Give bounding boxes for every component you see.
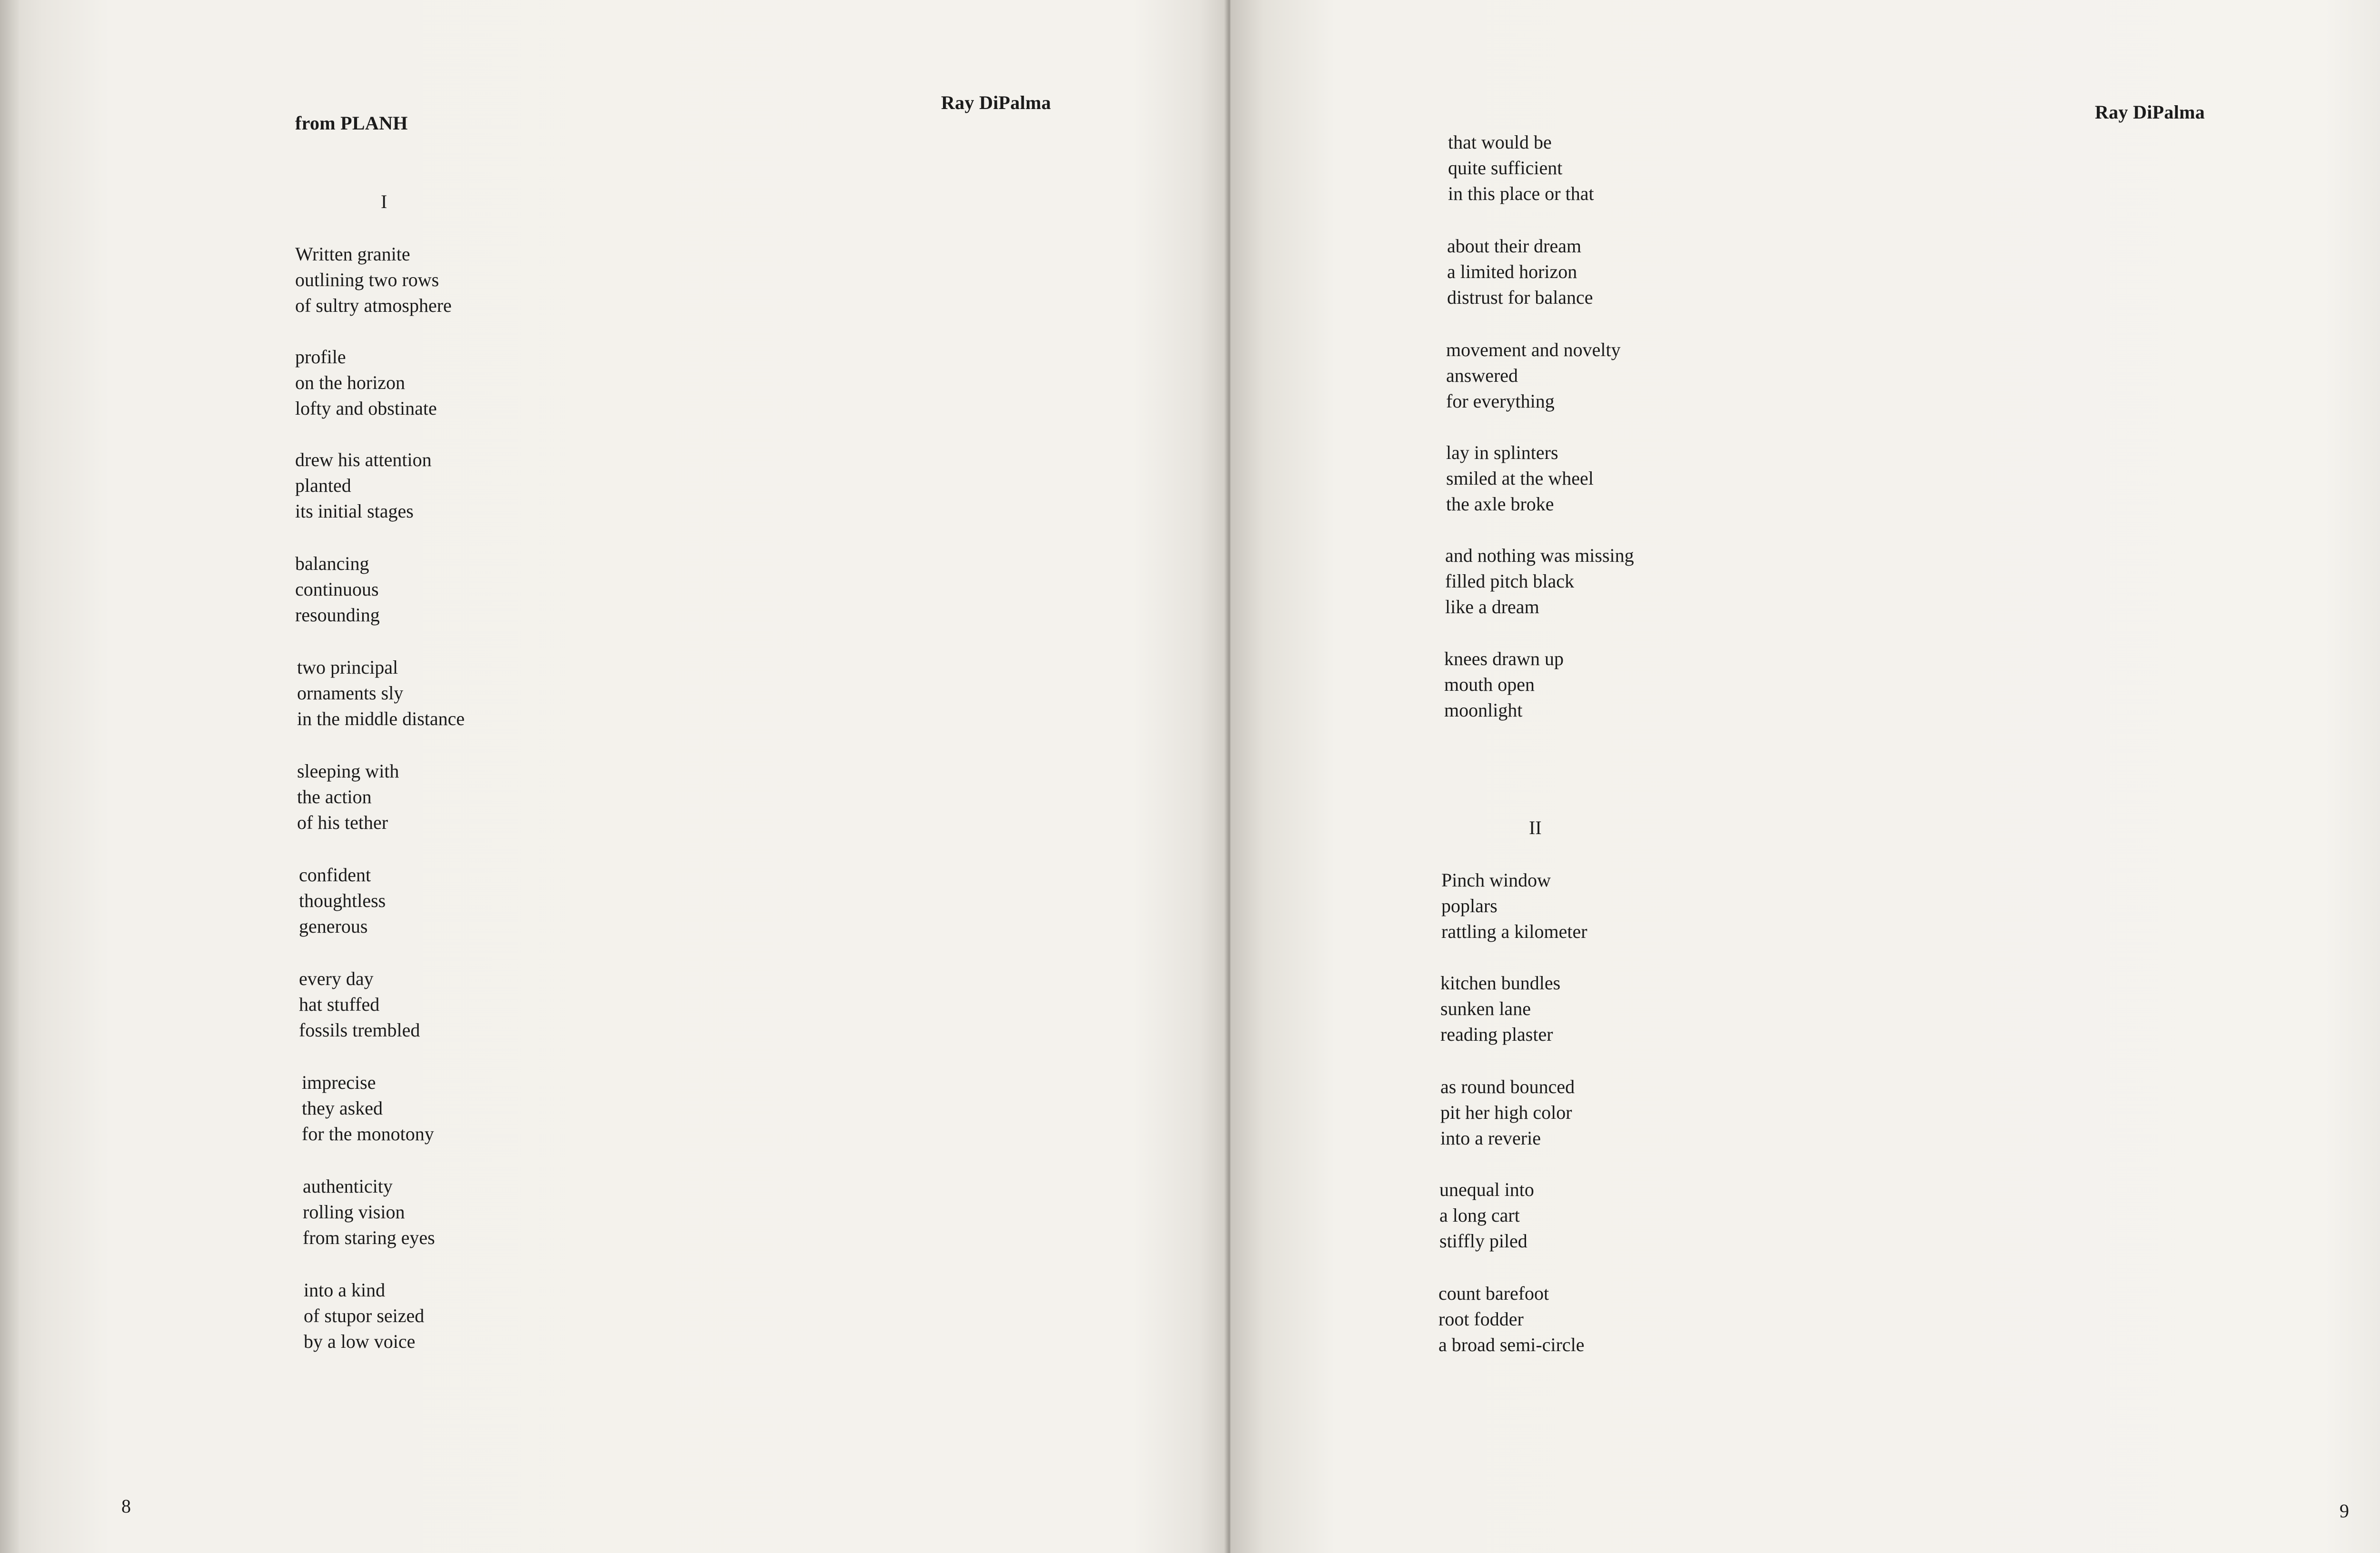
stanza: authenticity rolling vision from staring eyes xyxy=(303,1175,435,1248)
stanza: kitchen bundles sunken lane reading plaster xyxy=(1440,972,1561,1045)
stanza: movement and novelty answered for everything xyxy=(1446,339,1621,412)
stanza: profile on the horizon lofty and obstinate xyxy=(295,346,437,419)
stanza: confident thoughtless generous xyxy=(299,864,386,937)
stanza: two principal ornaments sly in the middle distance xyxy=(297,657,465,729)
stanza: as round bounced pit her high color into a reverie xyxy=(1440,1076,1575,1149)
stanza: balancing continuous resounding xyxy=(295,553,380,626)
stanza: about their dream a limited horizon distrust for balance xyxy=(1447,235,1593,308)
stanza: every day hat stuffed fossils trembled xyxy=(299,968,420,1041)
stanza: Written granite outlining two rows of sultry atmosphere xyxy=(295,243,452,316)
right-section-number: II xyxy=(1529,817,1542,838)
stanza: knees drawn up mouth open moonlight xyxy=(1444,648,1564,721)
stanza: into a kind of stupor seized by a low voice xyxy=(304,1279,425,1352)
stanza: drew his attention planted its initial stages xyxy=(295,449,432,522)
right-page-author: Ray DiPalma xyxy=(2095,101,2205,123)
stanza: sleeping with the action of his tether xyxy=(297,760,399,833)
stanza: and nothing was missing filled pitch black like a dream xyxy=(1445,545,1634,617)
stanza: lay in splinters smiled at the wheel the axle broke xyxy=(1446,442,1594,515)
left-section-number: I xyxy=(381,191,387,212)
stanza: count barefoot root fodder a broad semi-circle xyxy=(1438,1283,1585,1355)
right-page xyxy=(1230,0,2380,1553)
stanza: unequal into a long cart stiffly piled xyxy=(1439,1179,1534,1252)
left-page-title: from PLANH xyxy=(295,112,408,134)
stanza: imprecise they asked for the monotony xyxy=(302,1072,434,1145)
left-page-edge xyxy=(0,0,19,1553)
right-page-number: 9 xyxy=(2340,1500,2349,1522)
left-page-number: 8 xyxy=(121,1495,131,1517)
stanza: Pinch window poplars rattling a kilometer xyxy=(1441,869,1587,942)
left-page-author: Ray DiPalma xyxy=(941,92,1051,113)
stanza: that would be quite sufficient in this place or that xyxy=(1448,131,1594,204)
